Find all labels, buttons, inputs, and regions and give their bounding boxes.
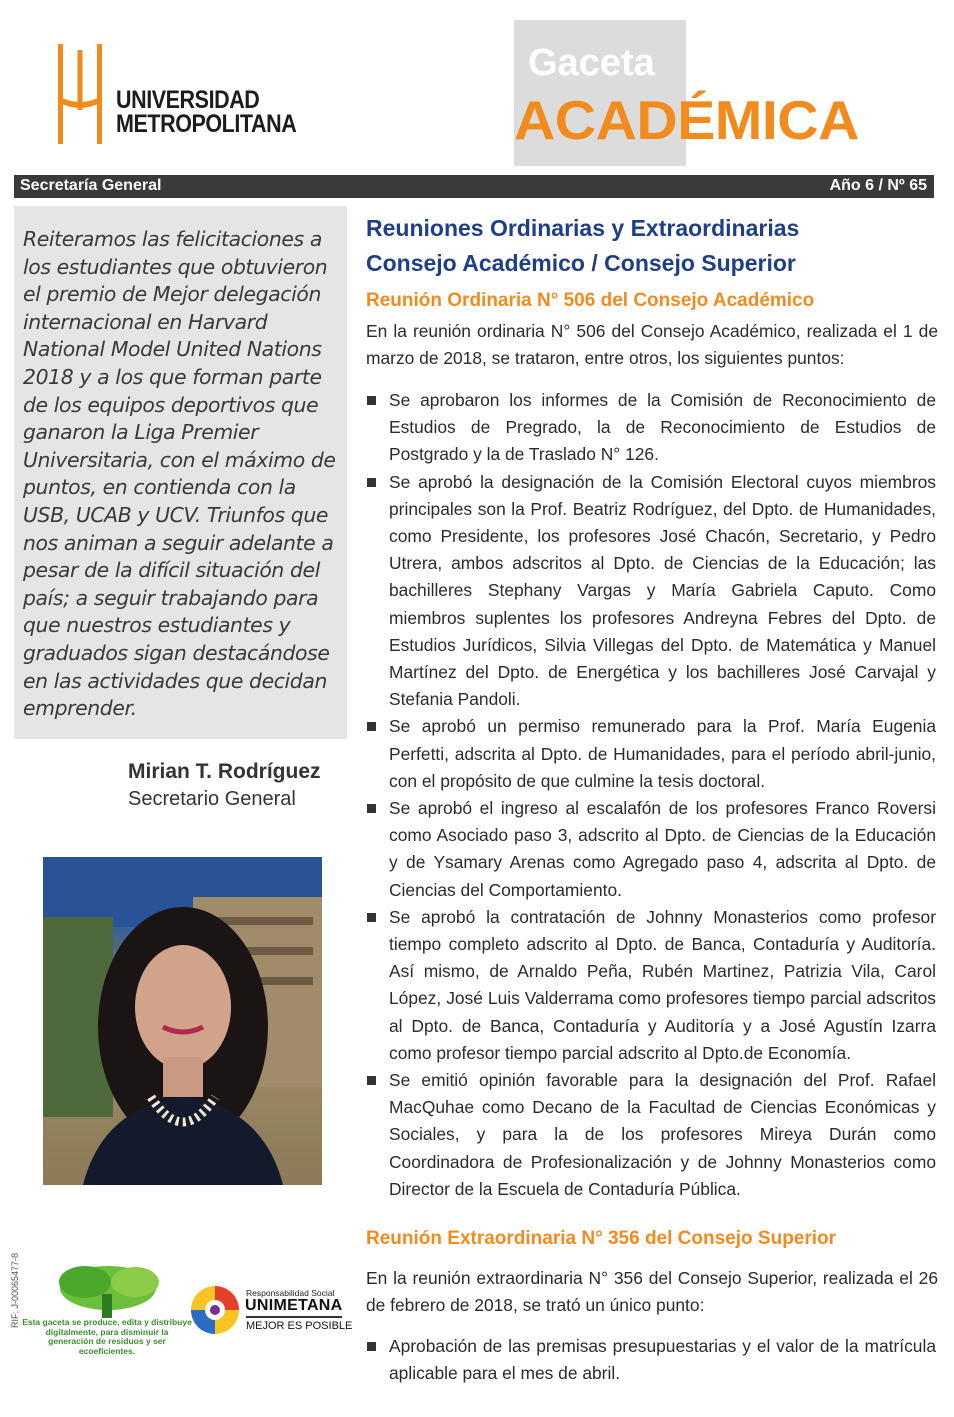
bullet-square-icon xyxy=(367,1076,376,1085)
signer-name: Mirian T. Rodríguez xyxy=(128,760,321,783)
list-item-text: Se aprobó un permiso remunerado para la Prof. María Eugenia Perfetti, adscrita al Dpto. de Humanidades, para el período abril-junio, con el propósito de que culmine la tesis doctoral. xyxy=(389,716,936,791)
list-item xyxy=(366,904,936,1067)
list-item xyxy=(366,1067,936,1203)
list-item xyxy=(366,1333,936,1387)
bullet-square-icon xyxy=(367,478,376,487)
rs-brand: UNIMETANA xyxy=(245,1297,343,1314)
section1-list xyxy=(366,387,936,1203)
section2-intro: En la reunión extraordinaria N° 356 del Consejo Superior, realizada el 26 de febrero de 2018, se trató un único punto: xyxy=(366,1268,938,1316)
list-item xyxy=(366,469,936,714)
list-item xyxy=(366,387,936,469)
university-name xyxy=(116,88,296,136)
list-item-text: Se aprobó la designación de la Comisión Electoral cuyos miembros principales son la Prof. Beatriz Rodríguez, del Dpto. de Humanidades, como Presidente, los profesores José Chacón, Secretario, y Pedro Utrera, ambos adscritos al Dpto. de Ciencias de la Educación; las bachilleres Stephany Vargas y María Gabriela Caputo. Como miembros suplentes los profesores Andreyna Febres del Dpto. de Estudios Jurídicos, Silvia Villegas del Dpto. de Matemática y Manuel Martínez del Dpto. de Energética y los bachilleres José Carvajal y Stefania Pandoli. xyxy=(389,471,936,710)
main-title xyxy=(366,211,936,281)
rs-small-text: Responsabilidad Social xyxy=(246,1288,335,1298)
portrait-photo xyxy=(43,857,322,1185)
signer-title: Secretario General xyxy=(128,788,296,810)
university-logo-icon xyxy=(54,44,106,144)
bullet-square-icon xyxy=(367,722,376,731)
bullet-square-icon xyxy=(367,396,376,405)
rs-divider xyxy=(246,1316,342,1318)
section2-title: Reunión Extraordinaria N° 356 del Consejo Superior xyxy=(366,1228,837,1249)
section1-intro: En la reunión ordinaria N° 506 del Consejo Académico, realizada el 1 de marzo de 2018, se trataron, entre otros, los siguientes puntos: xyxy=(366,321,938,369)
rif-text: RIF: J-00065477-8 xyxy=(10,1252,20,1328)
list-item-text: Se aprobaron los informes de la Comisión de Reconocimiento de Estudios de Pregrado, la de Reconocimiento de Estudios de Postgrado y la de Traslado N° 126. xyxy=(389,390,936,465)
main-title-line2: Consejo Académico / Consejo Superior xyxy=(366,250,796,276)
list-item-text: Se aprobó la contratación de Johnny Monasterios como profesor tiempo completo adscrito al Dpto. de Banca, Contaduría y Auditoría. Así mismo, de Arnaldo Peña, Rubén Martinez, Patrizia Vila, Carol López, José Luis Valderrama como profesores tiempo parcial adscritos al Dpto. de Banca, Contaduría y Auditoría y a José Agustín Izarra como profesor tiempo parcial adscrito al Dpto.de Economía. xyxy=(389,906,936,1063)
list-item xyxy=(366,713,936,795)
list-item-text: Se emitió opinión favorable para la designación del Prof. Rafael MacQuhae como Decano de la Facultad de Ciencias Económicas y Sociales, y para la de los profesores Mireya Durán como Coordinadora de Profesionalización y de Johnny Monasterios como Director de la Escuela de Contaduría Pública. xyxy=(389,1070,936,1199)
eco-message: Esta gaceta se produce, edita y distribuye digitalmente, para disminuir la generación de residuos y ser ecoeficientes. xyxy=(22,1317,192,1356)
list-item-text: Se aprobó el ingreso al escalafón de los profesores Franco Roversi como Asociado paso 3, adscrito al Dpto. de Ciencias de la Educación y de Ysamary Arenas como Agregado paso 4, adscrita al Dpto. de Ciencias del Comportamiento. xyxy=(389,798,936,900)
bar-department: Secretaría General xyxy=(20,177,162,194)
rif-vertical-text xyxy=(2,1230,26,1330)
main-title-line1: Reuniones Ordinarias y Extraordinarias xyxy=(366,215,800,241)
section2-list xyxy=(366,1333,936,1387)
editorial-text: Reiteramos las felicitaciones a los estudiantes que obtuvieron el premio de Mejor delegación internacional en Harvard National Model United Nations 2018 y a los que forman parte de los equipos deportivos que ganaron la Liga Premier Universitaria, con el máximo de puntos, en contienda con la USB, UCAB y UCV. Triunfos que nos animan a seguir adelante a pesar de la difícil situación del país; a seguir trabajando para que nuestros estudiantes y graduados sigan destacándose en las actividades que decidan emprender. xyxy=(23,227,336,721)
masthead-academica: ACADÉMICA xyxy=(514,89,859,151)
section-bar xyxy=(14,175,934,198)
bullet-square-icon xyxy=(367,913,376,922)
section1-title: Reunión Ordinaria N° 506 del Consejo Académico xyxy=(366,290,815,311)
bullet-square-icon xyxy=(367,1342,376,1351)
university-line1: UNIVERSIDAD xyxy=(116,86,260,114)
social-responsibility-icon xyxy=(188,1283,242,1337)
masthead-gaceta: Gaceta xyxy=(528,42,655,84)
bar-issue-number: Año 6 / Nº 65 xyxy=(829,177,927,194)
list-item-text: Aprobación de las premisas presupuestarias y el valor de la matrícula aplicable para el mes de abril. xyxy=(389,1336,936,1384)
rs-motto: MEJOR ES POSIBLE xyxy=(246,1320,353,1332)
bullet-square-icon xyxy=(367,804,376,813)
list-item xyxy=(366,795,936,904)
university-line2: METROPOLITANA xyxy=(116,110,297,138)
